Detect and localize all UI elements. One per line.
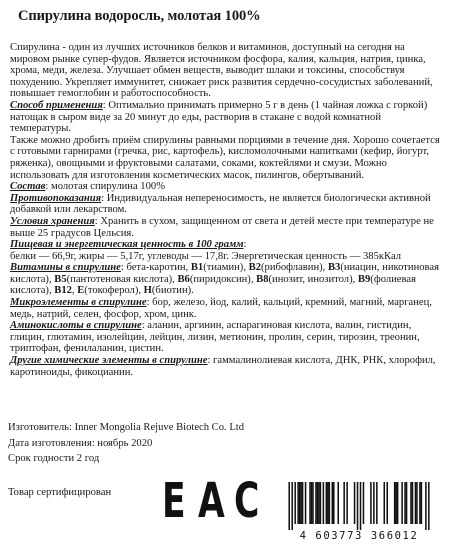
barcode-bar [370, 482, 372, 524]
nutrition-text: белки — 66,9г, жиры — 5,17г, углеводы — 17,8г. Энергетическая ценность — 385кКал [10, 250, 402, 262]
usage-text: : Оптимально принимать примерно 5 г в день (1 чайная ложка с горкой) натощак в сыром виде за 20 минут до еды, растворив в стакане с водой комнатной температуры. [10, 99, 428, 135]
barcode-bar [376, 482, 378, 524]
shelf-life: Срок годности 2 год [8, 453, 100, 464]
product-title: Спирулина водоросль, молотая 100% [18, 8, 261, 24]
barcode-bar [333, 482, 335, 524]
barcode [284, 482, 434, 542]
composition-label: Состав [10, 181, 46, 193]
barcode-bar [357, 482, 359, 530]
barcode-number: 4 603773 366012 [299, 530, 419, 542]
vitamins-paragraph [10, 262, 442, 297]
barcode-bar [346, 482, 348, 524]
barcode-bar [354, 482, 356, 524]
barcode-bar [343, 482, 345, 524]
manufacturer-line: Изготовитель: Inner Mongolia Rejuve Biotech Co. Ltd [8, 422, 245, 433]
nutrition-colon: : [243, 239, 247, 251]
vitamins-text: (рибофлавин), [261, 262, 328, 274]
barcode-bar [360, 482, 362, 530]
barcode-bar [315, 482, 317, 524]
vitamins-text: , [71, 285, 78, 297]
usage-paragraph [10, 100, 442, 135]
barcode-bar [323, 482, 325, 524]
vitamin-b8: B8 [256, 273, 269, 285]
barcode-bar [419, 482, 421, 524]
barcode-bar [309, 482, 311, 524]
barcode-bar [305, 482, 307, 524]
vitamin-b12: B12 [54, 285, 72, 297]
usage-label: Способ применения [10, 99, 103, 111]
barcode-bar [329, 482, 331, 524]
certified-note: Товар сертифицирован [8, 486, 112, 498]
vitamin-b3: B3 [327, 262, 341, 274]
vitamin-b1: B1 [190, 262, 204, 274]
barcode-bar [317, 482, 319, 524]
barcode-bar [337, 482, 339, 524]
vitamins-text: (токоферол), [84, 285, 144, 297]
barcode-bar [406, 482, 408, 524]
label-body [10, 42, 442, 378]
vitamin-e: E [77, 285, 85, 297]
amino-label: Аминокислоты в спирулине [10, 320, 142, 332]
composition-text: : молотая спирулина 100% [45, 181, 166, 193]
micro-paragraph [10, 297, 442, 320]
barcode-bar [311, 482, 313, 524]
barcode-bar [327, 482, 329, 524]
storage-text: : Хранить в сухом, защищенном от света и детей месте при температуре не выше 25 градусов Цельсия. [10, 215, 434, 239]
barcode-bar [397, 482, 399, 524]
nutrition-label: Пищевая и энергетическая ценность в 100 грамм [10, 239, 244, 251]
barcode-bar [300, 482, 302, 524]
production-date: Дата изготовления: ноябрь 2020 [8, 437, 153, 449]
composition-paragraph [10, 181, 442, 193]
barcode-bar [332, 482, 334, 524]
barcode-bar [394, 482, 396, 524]
vitamins-text: (инозит, инозитол), [268, 273, 358, 285]
other-paragraph [10, 355, 442, 378]
contra-paragraph [10, 193, 442, 216]
barcode-bar [425, 482, 427, 530]
vitamin-b9: B9 [357, 273, 371, 285]
barcode-bar [294, 482, 296, 524]
barcode-bar [326, 482, 328, 524]
barcode-bar [404, 482, 406, 524]
vitamins-text: (пиридоксин), [189, 273, 257, 285]
barcode-bar [421, 482, 423, 524]
vitamin-b5: B5 [54, 273, 67, 285]
barcode-bar [416, 482, 418, 524]
barcode-bar [288, 482, 290, 530]
other-label: Другие химические элементы в спирулине [10, 355, 208, 367]
eac-letter: A [198, 473, 225, 529]
barcode-bar [373, 482, 375, 524]
barcode-bar [401, 482, 403, 524]
also-paragraph: Также можно дробить приём спирулины равными порциями в течение дня. Хорошо сочетается с готовыми гарнирами (гречка, рис, картофель), кисломолочными напитками (кефир, йогурт, ряженка), овощными и фруктовыми салатами, соками, коктейлями и смузи. Можно использовать для изготовления косметических масок, пилингов, обертываний. [10, 134, 440, 181]
vitamin-b2: B2 [248, 262, 261, 274]
intro-paragraph: Спирулина - один из лучших источников белков и витаминов, доступный на сегодня на мировом рынке супер-фудов. Является источником фосфора, калия, кальция, натрия, цинка, хрома, меди, железа. Улучшает обмен веществ, выводит шлаки и токсины, способствуя похудению. Укрепляет иммунитет, снижает риск развития сердечно-сосудистых заболеваний, повышает гемоглобин и работоспособность. [10, 42, 433, 100]
storage-paragraph [10, 216, 442, 239]
eac-letter: E [162, 473, 186, 529]
barcode-bars-icon [284, 482, 434, 530]
vitamins-label: Витамины в спирулине [10, 262, 121, 274]
barcode-bar [302, 482, 304, 524]
vitamin-b6: B6 [177, 273, 190, 285]
eac-mark-icon [162, 473, 266, 529]
barcode-bar [291, 482, 293, 530]
barcode-bar [384, 482, 386, 524]
other-text: : гаммалинолиевая кислота, ДНК, РНК, хлорофил, каротиноиды, фикоцианин. [10, 355, 436, 378]
eac-letter: C [234, 473, 260, 529]
barcode-bar [415, 482, 417, 524]
vitamins-text: (ниацин, никотиновая кислота), [10, 262, 439, 285]
micro-label: Микроэлементы в спирулине [10, 297, 147, 309]
vitamins-text: : бета-каротин, [120, 262, 191, 274]
barcode-bar [320, 482, 322, 524]
vitamins-text: (фолиевая кислота), [10, 273, 416, 297]
storage-label: Условия хранения [10, 215, 95, 227]
barcode-bar [412, 482, 414, 524]
barcode-bar [318, 482, 320, 524]
vitamin-h: H [143, 285, 152, 297]
barcode-bar [428, 482, 430, 530]
contra-label: Противопоказания [10, 192, 102, 204]
barcode-bar [312, 482, 314, 524]
barcode-bar [299, 482, 301, 524]
barcode-bar [386, 482, 388, 524]
barcode-bar [363, 482, 365, 524]
amino-paragraph [10, 320, 442, 355]
nutrition-paragraph [10, 239, 442, 262]
barcode-bar [395, 482, 397, 524]
barcode-bar [410, 482, 412, 524]
barcode-bar [297, 482, 299, 524]
vitamins-text: (пантотеновая кислота), [66, 273, 178, 285]
amino-text: : аланин, аргинин, аспарагиновая кислота, валин, гистидин, глицин, глютамин, изолейцин, лейцин, лизин, метионин, пролин, серин, тирозин, треонин, триптофан, фенилаланин, цистин. [10, 320, 420, 355]
micro-text: : бор, железо, йод, калий, кальций, кремний, магний, марганец, медь, натрий, селен, фосфор, хром, цинк. [10, 297, 432, 320]
vitamins-text: (биотин). [151, 285, 194, 297]
contra-text: : Индивидуальная непереносимость, не является биологически активной добавкой или лекарством. [10, 192, 431, 216]
vitamins-text: (тиамин), [203, 262, 249, 274]
